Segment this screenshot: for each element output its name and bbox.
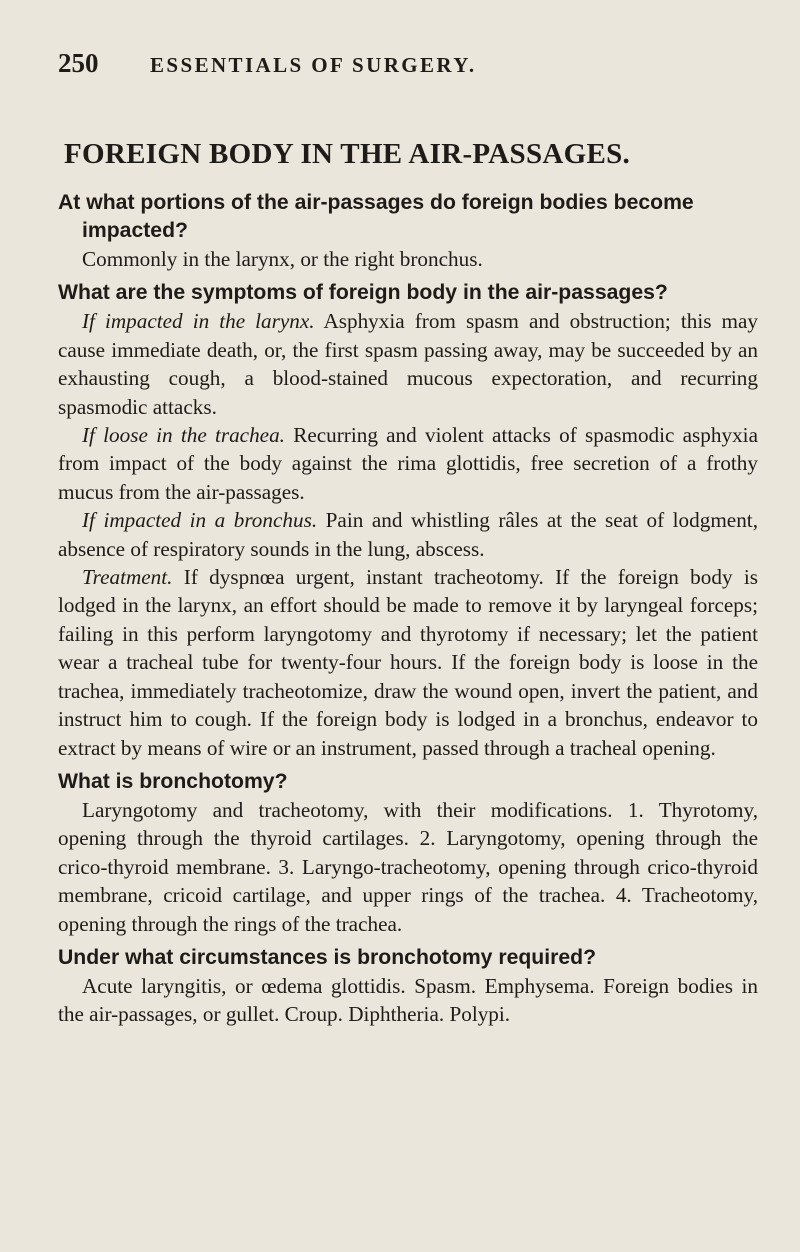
running-title: ESSENTIALS OF SURGERY.	[150, 53, 477, 77]
question-impaction-sites: At what portions of the air-passages do foreign bodies become impacted?	[58, 191, 694, 242]
answer-trachea	[58, 421, 758, 506]
answer-bronchotomy: Laryngotomy and tracheotomy, with their modifications. 1. Thyrotomy, opening through the thyroid cartilages. 2. Laryngotomy, opening through the crico-thyroid membrane. 3. Laryngo-tracheotomy, opening through crico-thyroid membrane, cricoid cartilage, and upper rings of the trachea. 4. Tracheotomy, opening through the rings of the trachea.	[58, 797, 758, 936]
question-bronchotomy: What is bronchotomy?	[58, 769, 288, 793]
book-page	[58, 48, 758, 1029]
text-bronchus: Pain and whistling râles at the seat of lodgment, absence of respiratory sounds in the lung, abscess.	[58, 508, 758, 561]
label-trachea: If loose in the trachea.	[82, 423, 285, 448]
answer-treatment	[58, 563, 758, 762]
answer-larynx	[58, 307, 758, 421]
label-larynx: If impacted in the larynx.	[82, 309, 315, 334]
answer-impaction-sites: Commonly in the larynx, or the right bronchus.	[82, 247, 483, 271]
answer-bronchus	[58, 506, 758, 563]
text-treatment: If dyspnœa urgent, instant tracheotomy. If the foreign body is lodged in the larynx, an effort should be made to remove it by laryngeal forceps; failing in this perform laryngotomy and thyrotomy if necessary; let the patient wear a tracheal tube for twenty-four hours. If the foreign body is loose in the trachea, immediately tracheotomize, draw the wound open, invert the patient, and instruct him to cough. If the foreign body is lodged in a bronchus, endeavor to extract by means of wire or an instrument, passed through a tracheal opening.	[58, 565, 758, 760]
page-number: 250	[58, 48, 99, 78]
text-larynx: Asphyxia from spasm and obstruction; this may cause immediate death, or, the first spasm passing away, may be succeeded by an exhausting cough, a blood-stained mucous expectoration, and recurring spasmodic attacks.	[58, 309, 758, 419]
section-title: FOREIGN BODY IN THE AIR-PASSAGES.	[64, 138, 631, 170]
text-trachea: Recurring and violent attacks of spasmodic asphyxia from impact of the body against the rima glottidis, free secretion of a frothy mucus from the air-passages.	[58, 423, 758, 504]
question-bronchotomy-required: Under what circumstances is bronchotomy required?	[58, 945, 597, 969]
label-bronchus: If impacted in a bronchus.	[82, 508, 318, 533]
question-symptoms: What are the symptoms of foreign body in the air-passages?	[58, 281, 668, 305]
running-head	[58, 48, 758, 88]
label-treatment: Treatment.	[82, 565, 173, 590]
answer-bronchotomy-required: Acute laryngitis, or œdema glottidis. Spasm. Emphysema. Foreign bodies in the air-passages, or gullet. Croup. Diphtheria. Polypi.	[58, 973, 758, 1027]
